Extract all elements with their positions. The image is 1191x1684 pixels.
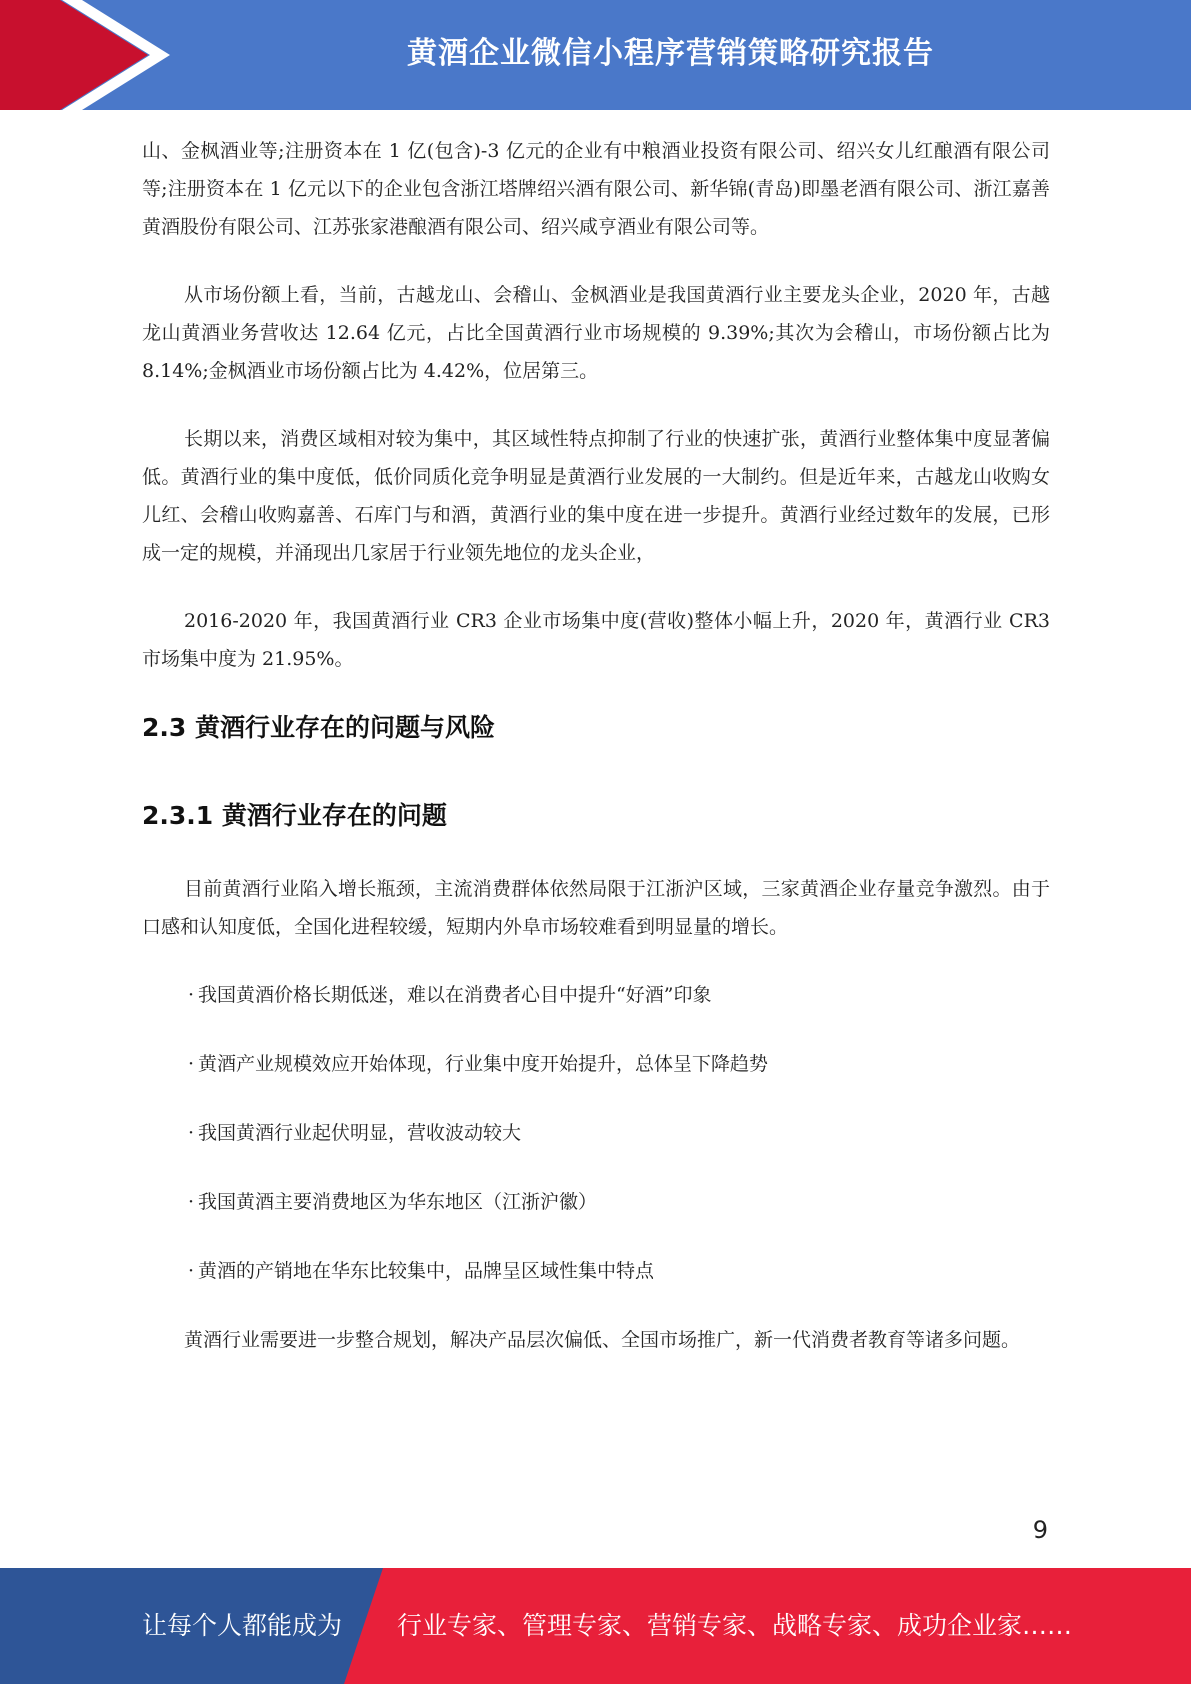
bullet-dot-icon: · [188,1260,195,1282]
list-item: · 我国黄酒行业起伏明显，营收波动较大 [188,1122,522,1144]
paragraph-cr3: 2016-2020 年，我国黄酒行业 CR3 企业市场集中度(营收)整体小幅上升，2020 年，黄酒行业 CR3 市场集中度为 21.95%。 [142,610,1050,670]
page-footer [0,1568,1191,1684]
bullet-dot-icon: · [188,1191,195,1213]
page-header [0,0,1191,110]
subsection-heading: 2.3.1 黄酒行业存在的问题 [142,801,447,830]
paragraph-concentration: 长期以来，消费区域相对较为集中，其区域性特点抑制了行业的快速扩张，黄酒行业整体集中度显著偏低。黄酒行业的集中度低，低价同质化竞争明显是黄酒行业发展的一大制约。但是近年来，古越龙山收购女儿红、会稽山收购嘉善、石库门与和酒，黄酒行业的集中度在进一步提升。黄酒行业经过数年的发展，已形成一定的规模，并涌现出几家居于行业领先地位的龙头企业， [142,428,1050,564]
list-item: · 黄酒产业规模效应开始体现，行业集中度开始提升，总体呈下降趋势 [188,1053,769,1075]
page-number: 9 [1032,1516,1048,1544]
bullet-dot-icon: · [188,1053,195,1075]
list-item: · 我国黄酒价格长期低迷，难以在消费者心目中提升“好酒”印象 [188,984,712,1006]
bullet-dot-icon: · [188,984,195,1006]
footer-slogan-right: 行业专家、管理专家、营销专家、战略专家、成功企业家…… [397,1611,1073,1640]
list-item: · 黄酒的产销地在华东比较集中，品牌呈区域性集中特点 [188,1260,655,1282]
section-heading: 2.3 黄酒行业存在的问题与风险 [142,713,495,742]
report-title: 黄酒企业微信小程序营销策略研究报告 [407,36,934,71]
bullet-dot-icon: · [188,1122,195,1144]
paragraph-market-share: 从市场份额上看，当前，古越龙山、会稽山、金枫酒业是我国黄酒行业主要龙头企业，2020 年，古越龙山黄酒业务营收达 12.64 亿元，占比全国黄酒行业市场规模的 9.39%;其次为会稽山，市场份额占比为 8.14%;金枫酒业市场份额占比为 4.42%，位居第三。 [142,284,1050,382]
paragraph-intro: 目前黄酒行业陷入增长瓶颈，主流消费群体依然局限于江浙沪区域，三家黄酒企业存量竞争激烈。由于口感和认知度低，全国化进程较缓，短期内外阜市场较难看到明显量的增长。 [142,878,1050,938]
paragraph-registered-capital: 山、金枫酒业等;注册资本在 1 亿(包含)-3 亿元的企业有中粮酒业投资有限公司、绍兴女儿红酿酒有限公司等;注册资本在 1 亿元以下的企业包含浙江塔牌绍兴酒有限公司、新华锦(青岛)即墨老酒有限公司、浙江嘉善黄酒股份有限公司、江苏张家港酿酒有限公司、绍兴咸亨酒业有限公司等。 [142,140,1050,238]
footer-slogan-left: 让每个人都能成为 [142,1611,343,1640]
paragraph-closing: 黄酒行业需要进一步整合规划，解决产品层次偏低、全国市场推广，新一代消费者教育等诸多问题。 [184,1329,1021,1351]
problem-list [142,976,1050,1290]
list-item: · 我国黄酒主要消费地区为华东地区（江浙沪徽） [188,1191,598,1213]
page-content [142,132,1050,1359]
